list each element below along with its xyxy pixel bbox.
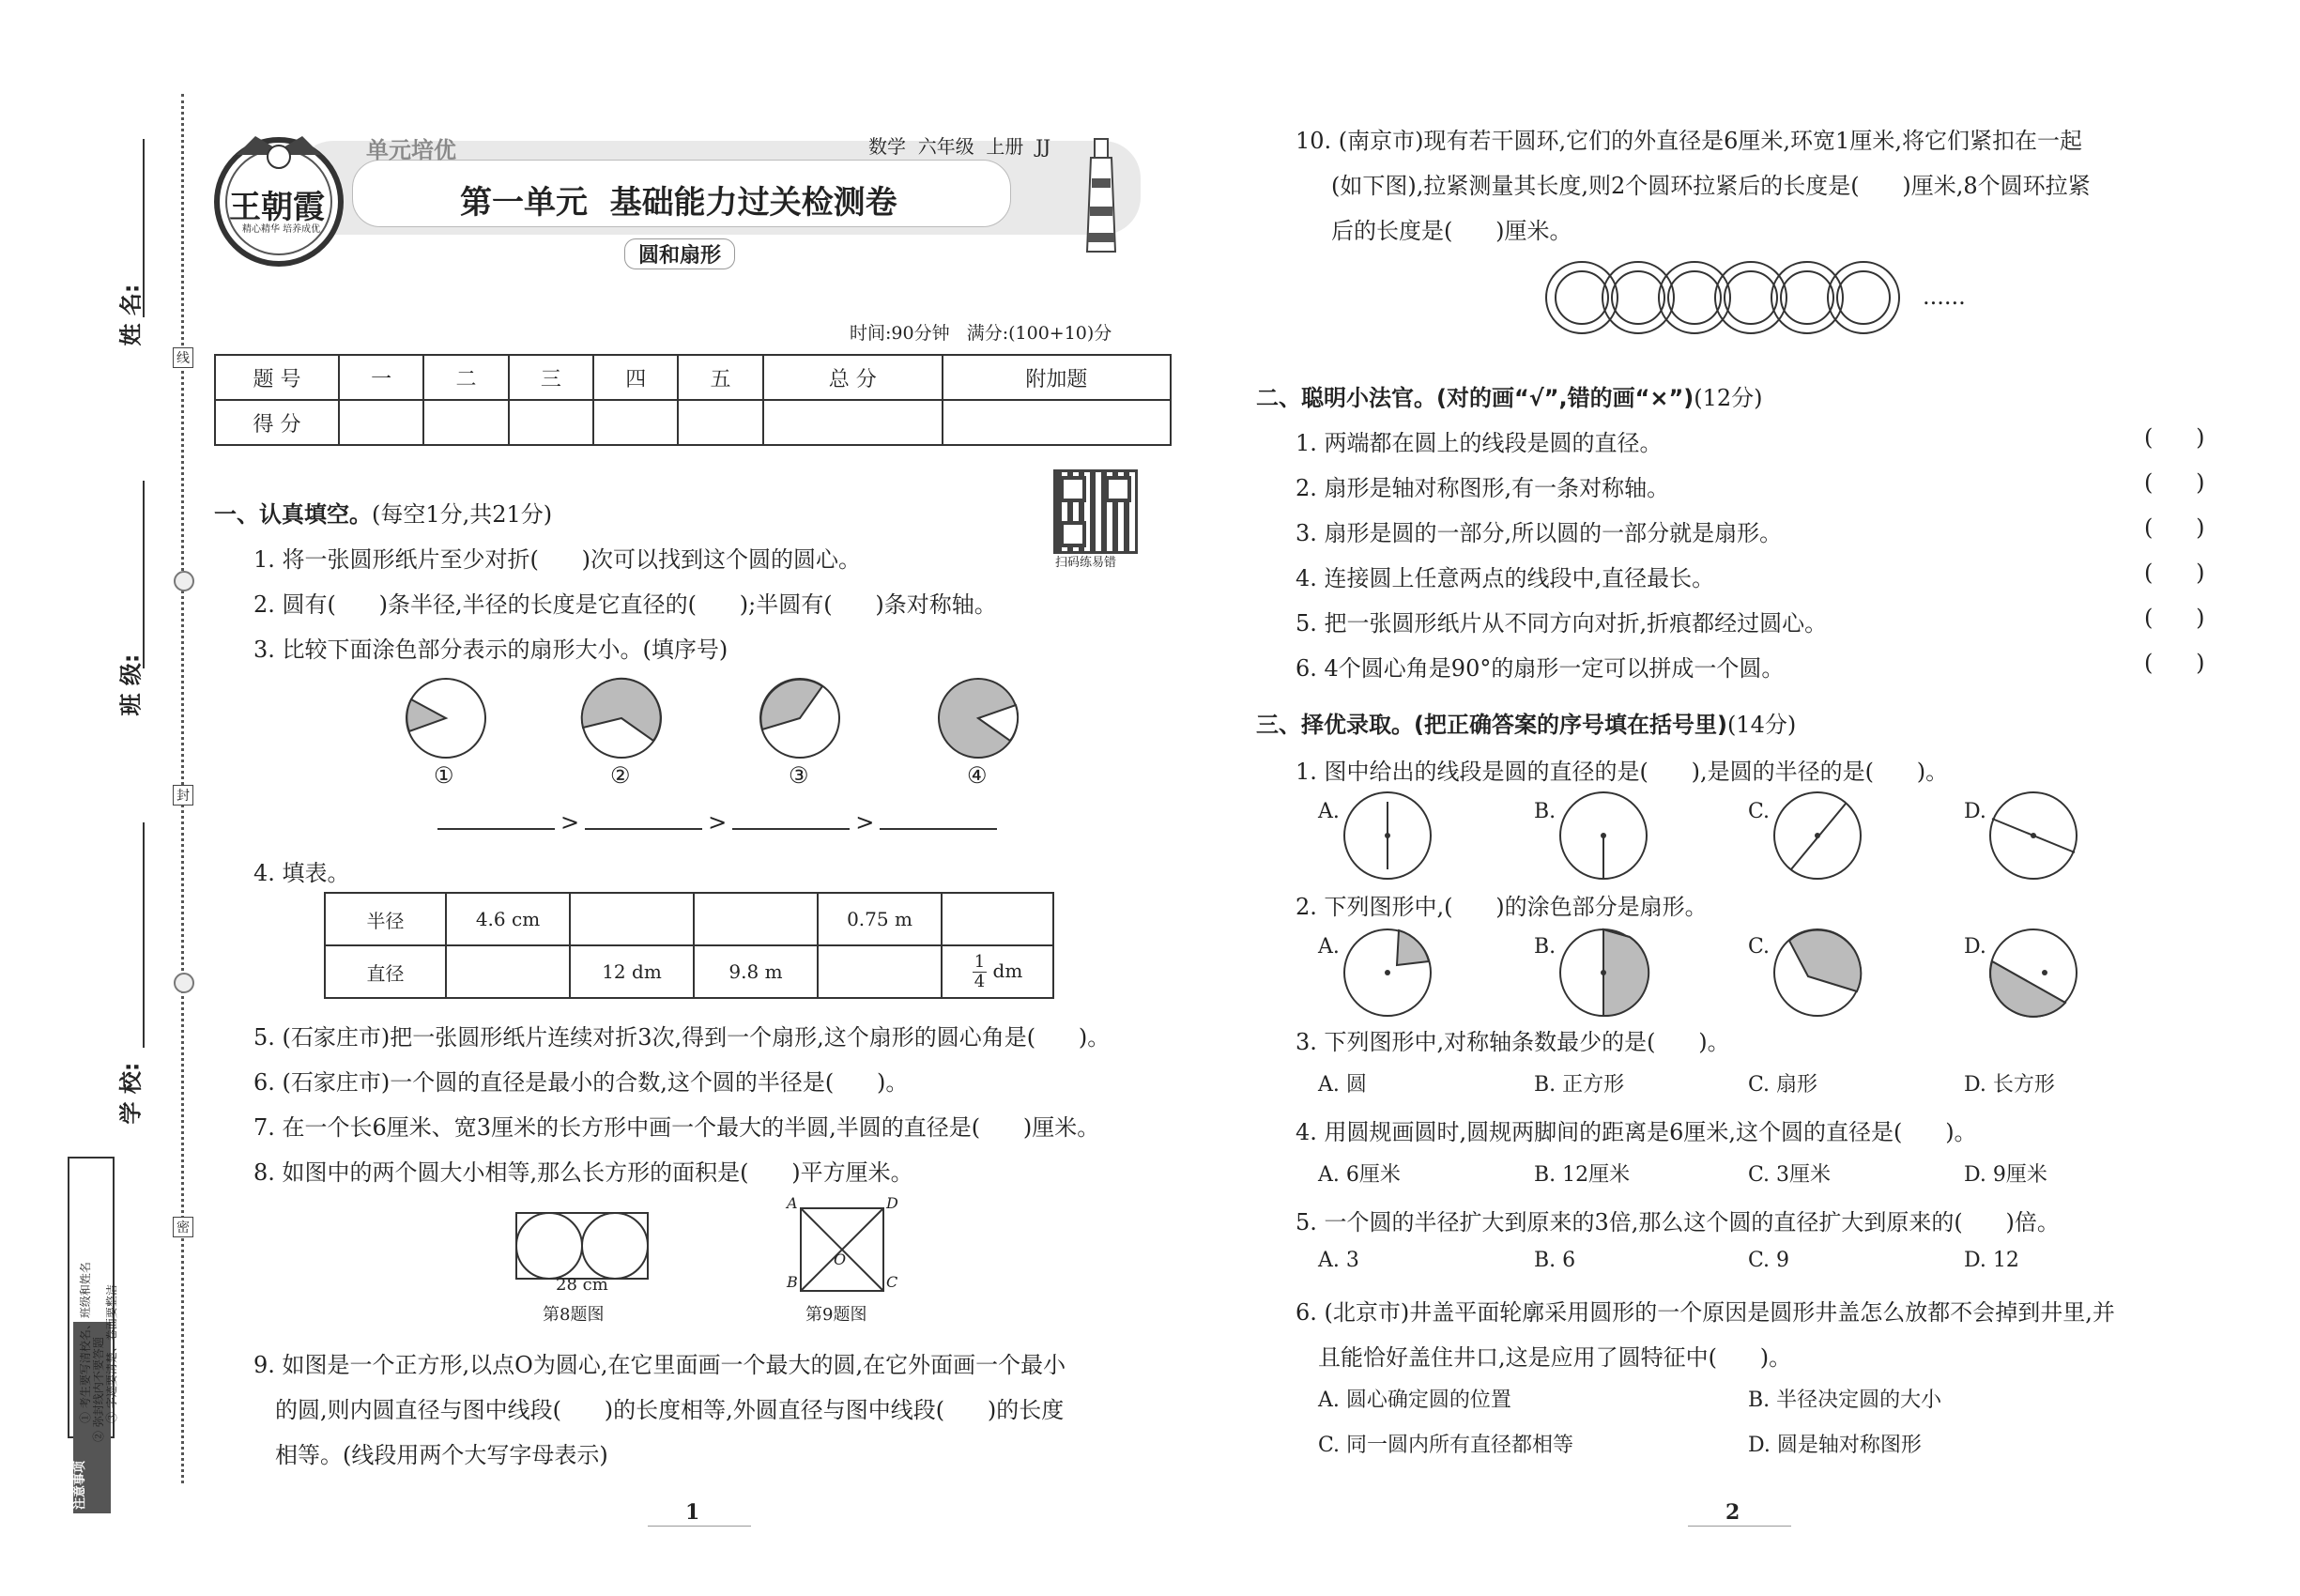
q3-blank-4[interactable] bbox=[880, 807, 997, 830]
binding-margin bbox=[0, 0, 188, 1596]
q4-cell: 直径 bbox=[325, 945, 446, 998]
q4-cell: 0.75 m bbox=[818, 893, 942, 945]
q2-fig-a bbox=[1344, 929, 1431, 1016]
fig8-length-label: 28 cm bbox=[556, 1275, 608, 1295]
brand-logo bbox=[208, 127, 349, 268]
page-number-2-deco bbox=[1688, 1526, 1791, 1527]
sec3-q3-opt-c[interactable]: C. 扇形 bbox=[1748, 1073, 1818, 1097]
sec3-q1: 1. 图中给出的线段是圆的直径的是( ),是圆的半径的是( )。 bbox=[1296, 759, 1949, 785]
sec3-q3-opt-a[interactable]: A. 圆 bbox=[1318, 1073, 1367, 1097]
sec1-q9-l3: 相等。(线段用两个大写字母表示) bbox=[275, 1442, 608, 1468]
qr-caption: 扫码练易错 bbox=[1055, 556, 1117, 570]
sec3-q3-opt-d[interactable]: D. 长方形 bbox=[1964, 1073, 2055, 1097]
sec3-points: (14分) bbox=[1726, 712, 1797, 738]
q4-cell[interactable] bbox=[694, 893, 818, 945]
score-cell: 四 bbox=[593, 355, 678, 400]
score-input-cell[interactable] bbox=[943, 400, 1171, 445]
sec3-q5: 5. 一个圆的半径扩大到原来的3倍,那么这个圆的直径扩大到原来的( )倍。 bbox=[1296, 1209, 2060, 1235]
q4-radius-row bbox=[325, 893, 1053, 945]
sec2-title bbox=[1256, 379, 1763, 412]
sec1-q9-l2: 的圆,则内圆直径与图中线段( )的长度相等,外圆直径与图中线段( )的长度 bbox=[275, 1397, 1065, 1423]
q4-cell: 9.8 m bbox=[694, 945, 818, 998]
notice-box bbox=[68, 1157, 118, 1510]
sec2-item-2: 2. 扇形是轴对称图形,有一条对称轴。 bbox=[1296, 475, 1670, 501]
seal-dot-2 bbox=[174, 973, 194, 993]
score-table bbox=[214, 354, 1172, 446]
score-cell: 一 bbox=[339, 355, 423, 400]
sec1-q2: 2. 圆有( )条半径,半径的长度是它直径的( );半圆有( )条对称轴。 bbox=[253, 591, 997, 618]
score-cell: 三 bbox=[509, 355, 593, 400]
q10-l2: (如下图),拉紧测量其长度,则2个圆环拉紧后的长度是( )厘米,8个圆环拉紧 bbox=[1331, 173, 2091, 199]
series-label: 单元培优 bbox=[366, 137, 456, 163]
page-number-1: 1 bbox=[685, 1500, 700, 1525]
fig9-caption: 第9题图 bbox=[805, 1305, 867, 1325]
sec2-item-3: 3. 扇形是圆的一部分,所以圆的一部分就是扇形。 bbox=[1296, 520, 1783, 546]
notice-item-3: ③ 字迹要清楚、卷面要整洁 bbox=[105, 1284, 118, 1423]
fig9-label-a: A bbox=[787, 1194, 798, 1212]
lighthouse-icon bbox=[1078, 131, 1125, 257]
sec3-q5-opt-a[interactable]: A. 3 bbox=[1318, 1249, 1359, 1272]
subject-line: 数学 六年级 上册 JJ bbox=[868, 135, 1051, 158]
score-cell: 二 bbox=[423, 355, 508, 400]
exam-subtitle: 圆和扇形 bbox=[624, 238, 735, 269]
q3-blank-2[interactable] bbox=[585, 807, 702, 830]
q4-fill-table bbox=[324, 892, 1054, 999]
score-table-score-row bbox=[215, 400, 1171, 445]
sec2-answer-6[interactable]: ( ) bbox=[2144, 650, 2205, 676]
notice-item-2: ② 弥封线内不要答题 bbox=[92, 1337, 105, 1442]
sec3-q1-opt-c: C. bbox=[1748, 800, 1771, 823]
q4-cell: 4.6 cm bbox=[446, 893, 570, 945]
sec3-q1-opt-d: D. bbox=[1964, 800, 1986, 823]
sec2-answer-4[interactable]: ( ) bbox=[2144, 560, 2205, 586]
q4-cell: 12 dm bbox=[570, 945, 694, 998]
sec3-q4-opt-d[interactable]: D. 9厘米 bbox=[1964, 1163, 2047, 1187]
q3-gt: > bbox=[855, 809, 875, 836]
sec2-item-1: 1. 两端都在圆上的线段是圆的直径。 bbox=[1296, 430, 1663, 456]
fig9-label-o: O bbox=[834, 1251, 847, 1268]
sec3-q2-opt-b: B. bbox=[1534, 935, 1556, 959]
sec3-q2: 2. 下列图形中,( )的涂色部分是扇形。 bbox=[1296, 894, 1708, 920]
score-cell: 总 分 bbox=[763, 355, 943, 400]
score-input-cell[interactable] bbox=[678, 400, 762, 445]
q3-blank-1[interactable] bbox=[437, 807, 555, 830]
score-cell: 得 分 bbox=[215, 400, 339, 445]
brand-name: 王朝霞 bbox=[229, 189, 325, 226]
sec3-q5-opt-d[interactable]: D. 12 bbox=[1964, 1249, 2019, 1272]
sec1-q4: 4. 填表。 bbox=[253, 860, 350, 886]
fig8-caption: 第8题图 bbox=[543, 1305, 605, 1325]
q4-cell[interactable] bbox=[570, 893, 694, 945]
q2-fig-c bbox=[1774, 929, 1861, 1016]
sec3-q4-opt-a[interactable]: A. 6厘米 bbox=[1318, 1163, 1401, 1187]
q2-fig-b bbox=[1560, 929, 1648, 1016]
sec1-title-text: 一、认真填空。 bbox=[214, 501, 372, 528]
sec3-q4-opt-b[interactable]: B. 12厘米 bbox=[1534, 1163, 1631, 1187]
brand-sub: 精心精华 培养成优 bbox=[242, 224, 321, 235]
sec3-q2-opt-d: D. bbox=[1964, 935, 1986, 959]
sec2-item-4: 4. 连接圆上任意两点的线段中,直径最长。 bbox=[1296, 565, 1715, 591]
frac-den: 4 bbox=[974, 971, 986, 991]
q3-sector-4 bbox=[939, 679, 1018, 758]
sec2-answer-5[interactable]: ( ) bbox=[2144, 605, 2205, 631]
sec2-points: (12分) bbox=[1694, 385, 1763, 411]
fig9-label-b: B bbox=[787, 1273, 798, 1291]
q2-fig-d bbox=[1990, 929, 2077, 1017]
sec2-answer-2[interactable]: ( ) bbox=[2144, 469, 2205, 496]
notice-item-1: ① 考生要写清校名、班级和姓名 bbox=[79, 1262, 92, 1423]
score-input-cell[interactable] bbox=[593, 400, 678, 445]
score-table-header-row bbox=[215, 355, 1171, 400]
sec2-title-text: 二、聪明小法官。(对的画“√”,错的画“×”) bbox=[1256, 385, 1694, 411]
q3-answer-row bbox=[432, 807, 1003, 836]
score-input-cell[interactable] bbox=[763, 400, 943, 445]
qr-code-icon[interactable] bbox=[1053, 469, 1138, 554]
sec3-q2-opt-a: A. bbox=[1318, 935, 1340, 959]
q3-label-4: ④ bbox=[967, 762, 988, 789]
q3-sector-3 bbox=[760, 679, 839, 758]
score-input-cell[interactable] bbox=[423, 400, 508, 445]
page-number-1-deco bbox=[648, 1526, 751, 1527]
q10-ellipsis: ...... bbox=[1923, 284, 1966, 310]
sec3-q6-l2: 且能恰好盖住井口,这是应用了圆特征中( )。 bbox=[1318, 1344, 1792, 1371]
fig9-label-c: C bbox=[886, 1273, 898, 1291]
score-cell: 题 号 bbox=[215, 355, 339, 400]
sec1-q9-l1: 9. 如图是一个正方形,以点O为圆心,在它里面画一个最大的圆,在它外面画一个最小 bbox=[253, 1352, 1066, 1378]
sec2-item-5: 5. 把一张圆形纸片从不同方向对折,折痕都经过圆心。 bbox=[1296, 610, 1828, 637]
sec1-q5: 5. (石家庄市)把一张圆形纸片连续对折3次,得到一个扇形,这个扇形的圆心角是( )。 bbox=[253, 1024, 1111, 1051]
q3-label-1: ① bbox=[434, 762, 454, 789]
name-line bbox=[143, 139, 145, 317]
q3-sector-1 bbox=[406, 679, 485, 758]
q4-fraction-cell bbox=[942, 945, 1053, 998]
sec3-q6-l1: 6. (北京市)井盖平面轮廓采用圆形的一个原因是圆形井盖怎么放都不会掉到井里,并 bbox=[1296, 1299, 2115, 1326]
page-number-2: 2 bbox=[1725, 1500, 1740, 1525]
q10-chain-rings bbox=[1544, 258, 1939, 343]
sec3-q6-opt-b[interactable]: B. 半径决定圆的大小 bbox=[1748, 1389, 1942, 1412]
frac-unit: dm bbox=[992, 959, 1023, 982]
exam-title: 第一单元 基础能力过关检测卷 bbox=[460, 184, 897, 222]
notice-title: 注意事项 bbox=[73, 1322, 111, 1513]
school-label: 学 校: bbox=[117, 1062, 145, 1125]
sec3-q6-opt-d[interactable]: D. 圆是轴对称图形 bbox=[1748, 1434, 1922, 1457]
sec2-answer-1[interactable]: ( ) bbox=[2144, 424, 2205, 451]
class-line bbox=[143, 481, 145, 668]
score-input-cell[interactable] bbox=[509, 400, 593, 445]
sec1-q3: 3. 比较下面涂色部分表示的扇形大小。(填序号) bbox=[253, 637, 728, 663]
class-label: 班 级: bbox=[117, 653, 145, 716]
sec1-q8: 8. 如图中的两个圆大小相等,那么长方形的面积是( )平方厘米。 bbox=[253, 1159, 913, 1186]
sec3-title bbox=[1256, 706, 1796, 739]
sec3-q5-opt-c[interactable]: C. 9 bbox=[1748, 1249, 1790, 1272]
sec1-q7: 7. 在一个长6厘米、宽3厘米的长方形中画一个最大的半圆,半圆的直径是( )厘米。 bbox=[253, 1114, 1100, 1141]
sec3-q1-opt-a: A. bbox=[1318, 800, 1340, 823]
sec2-item-6: 6. 4个圆心角是90°的扇形一定可以拼成一个圆。 bbox=[1296, 655, 1785, 682]
q3-sector-2 bbox=[582, 679, 661, 758]
sec3-q3-opt-b[interactable]: B. 正方形 bbox=[1534, 1073, 1625, 1097]
sec1-q6: 6. (石家庄市)一个圆的直径是最小的合数,这个圆的半径是( )。 bbox=[253, 1069, 909, 1096]
frac-num: 1 bbox=[974, 951, 986, 972]
sec3-q2-opt-c: C. bbox=[1748, 935, 1771, 959]
header-banner bbox=[211, 122, 1150, 272]
score-cell: 附加题 bbox=[943, 355, 1171, 400]
sec3-q1-figures bbox=[1342, 790, 2187, 884]
sec1-q1: 1. 将一张圆形纸片至少对折( )次可以找到这个圆的圆心。 bbox=[253, 546, 862, 573]
sec3-q6-opt-a[interactable]: A. 圆心确定圆的位置 bbox=[1318, 1389, 1511, 1412]
q4-diameter-row bbox=[325, 945, 1053, 998]
seal-char-mi: 密 bbox=[173, 1217, 193, 1237]
sec1-title bbox=[214, 496, 552, 529]
q3-blank-3[interactable] bbox=[732, 807, 850, 830]
q10-l1: 10. (南京市)现有若干圆环,它们的外直径是6厘米,环宽1厘米,将它们紧扣在一起 bbox=[1296, 128, 2082, 154]
seal-dot-1 bbox=[174, 571, 194, 591]
q3-gt: > bbox=[560, 809, 580, 836]
q3-gt: > bbox=[708, 809, 728, 836]
name-label: 姓 名: bbox=[117, 284, 145, 346]
q4-cell[interactable] bbox=[818, 945, 942, 998]
sec3-q2-figures bbox=[1342, 928, 2187, 1021]
q4-cell[interactable] bbox=[942, 893, 1053, 945]
score-cell: 五 bbox=[678, 355, 762, 400]
q10-l3: 后的长度是( )厘米。 bbox=[1331, 218, 1572, 244]
q3-label-2: ② bbox=[610, 762, 631, 789]
sec3-title-text: 三、择优录取。(把正确答案的序号填在括号里) bbox=[1256, 712, 1727, 738]
q3-sector-figures bbox=[394, 671, 1145, 803]
sec3-q5-opt-b[interactable]: B. 6 bbox=[1534, 1249, 1576, 1272]
q4-cell: 半径 bbox=[325, 893, 446, 945]
q3-label-3: ③ bbox=[789, 762, 809, 789]
seal-char-xian: 线 bbox=[173, 347, 193, 368]
sec3-q3: 3. 下列图形中,对称轴条数最少的是( )。 bbox=[1296, 1029, 1730, 1055]
q4-cell[interactable] bbox=[446, 945, 570, 998]
sec2-answer-3[interactable]: ( ) bbox=[2144, 514, 2205, 541]
seal-char-feng: 封 bbox=[173, 785, 193, 806]
sec3-q4-opt-c[interactable]: C. 3厘米 bbox=[1748, 1163, 1832, 1187]
score-input-cell[interactable] bbox=[339, 400, 423, 445]
school-line bbox=[143, 822, 145, 1048]
sec3-q4: 4. 用圆规画圆时,圆规两脚间的距离是6厘米,这个圆的直径是( )。 bbox=[1296, 1119, 1977, 1145]
sec1-points: (每空1分,共21分) bbox=[372, 501, 553, 528]
sec3-q6-opt-c[interactable]: C. 同一圆内所有直径都相等 bbox=[1318, 1434, 1574, 1457]
time-info: 时间:90分钟 满分:(100+10)分 bbox=[850, 323, 1112, 344]
fig9-label-d: D bbox=[886, 1194, 898, 1212]
sec3-q1-opt-b: B. bbox=[1534, 800, 1556, 823]
